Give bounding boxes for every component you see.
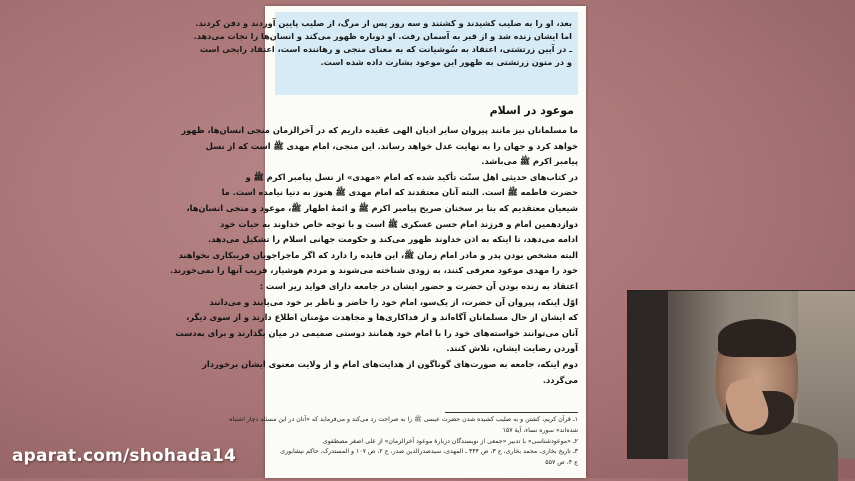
highlight-line: و در متون زرتشتی به ظهور این موعود بشارت داده شده است. <box>320 57 572 67</box>
footnote-line: شده‌اند» سوره نساء، آیهٔ ۱۵۷ <box>502 426 578 434</box>
footnote-line: ۲ـ «موعودشناسی» با تدبیر «جمعی از نویسندگان دربارهٔ موعود آخرالزمان» از علی اصغر مصطفوی <box>322 437 578 445</box>
body-line: خود را مهدی موعود معرفی کنند، به زودی شناخته می‌شوند و مردم هوشیار، فریب آنها را نمی‌خورند. <box>170 265 578 276</box>
highlight-line: ـ در آیین زرتشتی، اعتقاد به سُوشیانت که به معنای منجی و رهاننده است، اعتقاد رایجی است <box>199 44 572 54</box>
body-line: اعتقاد به زنده بودن آن حضرت و حضور ایشان در جامعه دارای فواید زیر است : <box>259 280 578 291</box>
highlight-line: اما ایشان زنده شد و از قبر به آسمان رفت. او دوباره ظهور می‌کند و انسان‌ها را نجات می‌دهد. <box>193 31 572 41</box>
body-line: دوازدهمین امام و فرزند امام حسن عسکری ﷺ است و با توجه خاص خداوند به حیات خود <box>220 218 578 229</box>
body-line: پیامبر اکرم ﷺ می‌باشد. <box>481 156 578 167</box>
highlight-line: بعد، او را به صلیب کشیدند و کشتند و سه روز پس از مرگ، از صلیب پایین آوردند و دفن کردند. <box>195 18 572 28</box>
body-line: دوم اینکه، جامعه به صورت‌های گوناگون از هدایت‌های امام و از ولایت معنوی ایشان برخوردار <box>202 358 578 369</box>
footnote-divider <box>445 412 578 413</box>
body-line: حضرت فاطمه ﷺ است. البته آنان معتقدند که امام مهدی ﷺ هنوز به دنیا نیامده است. ما <box>221 187 578 198</box>
body-line: که ایشان از حال مسلمانان آگاه‌اند و از فداکاری‌ها و مجاهدت مؤمنان اطلاع دارند و از سوی دیگر، <box>186 312 578 323</box>
body-line: اوّل اینکه، پیروان آن حضرت، از یک‌سو، امام خود را حاضر و ناظر بر خود می‌یابند و می‌دانند <box>209 296 578 307</box>
footnotes <box>229 415 578 469</box>
body-line: در کتاب‌های حدیثی اهل سنّت تأکید شده که امام «مهدی» از نسل پیامبر اکرم ﷺ و <box>245 171 578 182</box>
highlighted-passage <box>193 12 578 95</box>
body-line: آوردن رضایت ایشان، تلاش کنند. <box>446 343 578 354</box>
body-line: ما مسلمانان نیز مانند پیروان سایر ادیان الهی عقیده داریم که در آخرالزمان منجی انسان‌ها، ظهور <box>181 125 578 135</box>
footnote-line: ۳ـ تاریخ بخاری، محمد بخاری، ج ۳، ص ۳۴۴ ـ المهدی، سیدصدرالدین صدر، ج ۲، ص ۱۰۷ و المستدرک، حاکم نیشابوری <box>280 448 578 456</box>
body-line: خواهد کرد و جهان را به نهایت عدل خواهد رساند. این منجی، امام مهدی ﷺ است که از نسل <box>205 140 578 151</box>
webcam-background-shelf <box>628 291 668 459</box>
footnote-line: ج ۴، ص ۵۵۷ <box>545 459 578 467</box>
document-page <box>170 6 586 478</box>
body-line: ادامه می‌دهد، تا اینکه به اذن خداوند ظهور می‌کند و حکومت جهانی اسلام را تشکیل می‌دهد. <box>207 234 578 245</box>
body-line: آنان می‌توانند خواسته‌های خود را با امام خود همانند دوستی صمیمی در میان بگذارند و برای به‌دست <box>175 327 578 338</box>
body-line: می‌گردد. <box>542 374 578 385</box>
webcam-overlay <box>627 290 855 459</box>
presenter-hair <box>718 319 796 357</box>
body-line: شیعیان معتقدیم که بنا بر سخنان صریح پیامبر اکرم ﷺ و ائمهٔ اطهار ﷺ، موعود و منجی انسان‌ها، <box>186 202 578 213</box>
watermark: aparat.com/shohada14 <box>12 446 237 466</box>
footnote-line: ۱ـ قرآن کریم، کشتن و به صلیب کشیده شدن حضرت عیسی ﷺ را به صراحت رد می‌کند و می‌فرماید که «آنان در این مسئله دچار اشتباه <box>229 416 578 423</box>
body-line: البته مشخص بودن پدر و مادر امام زمان ﷺ، این فایده را دارد که اگر ماجراجویان فریبکاری بخواهند <box>178 249 578 260</box>
section-heading: موعود در اسلام <box>489 104 574 117</box>
body-text <box>170 123 578 388</box>
